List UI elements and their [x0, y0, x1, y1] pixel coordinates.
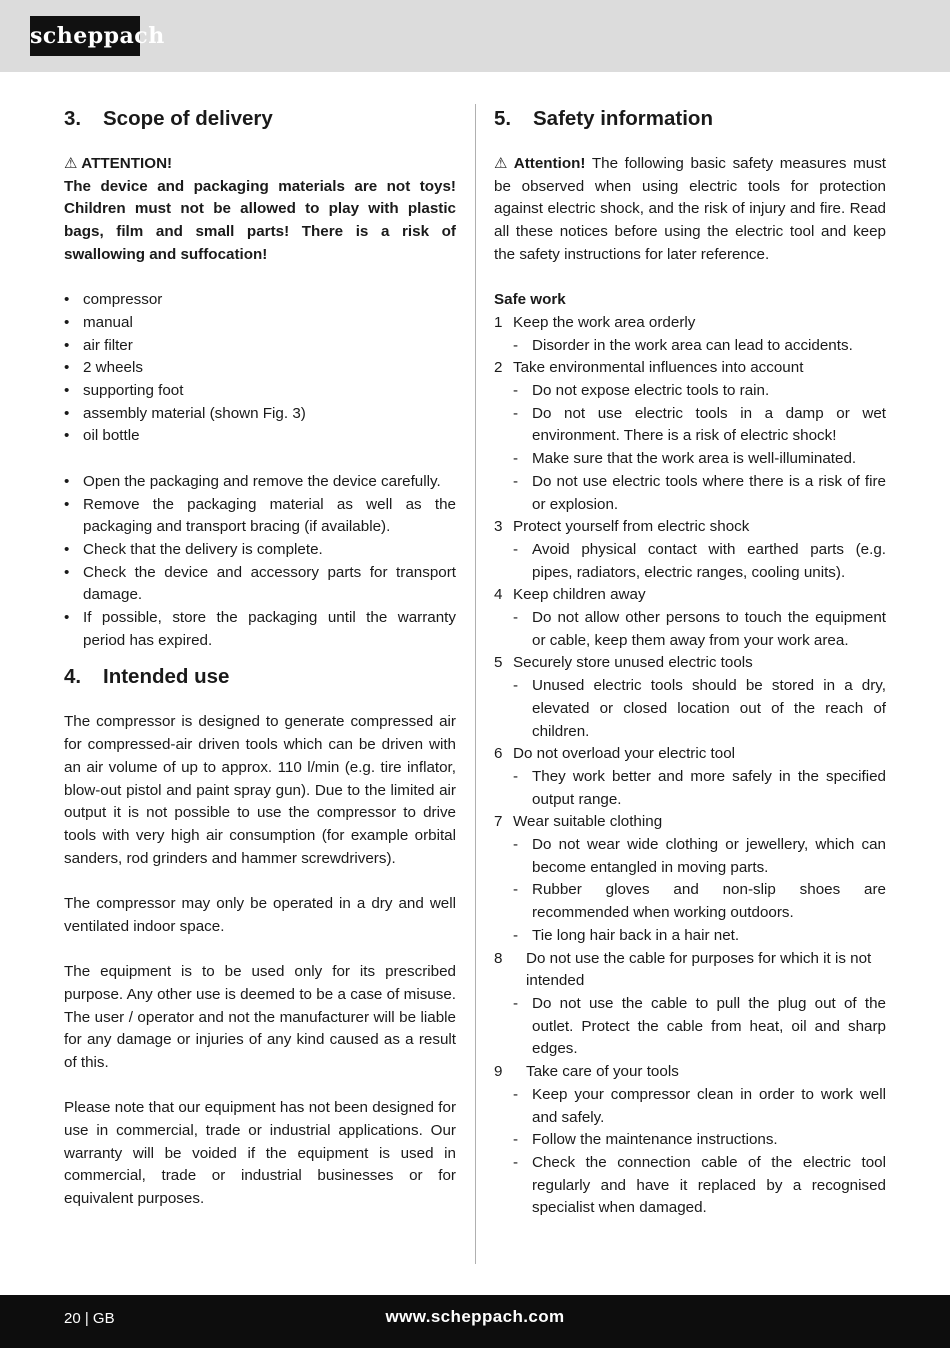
rule-title: Take care of your tools — [526, 1063, 679, 1081]
rule-detail: - Rubber gloves and non-slip shoes are recommended when working outdoors. — [513, 881, 886, 922]
rule-number: 2 — [494, 359, 503, 377]
section-heading-safety-information — [494, 104, 886, 134]
rule-detail: - Do not use electric tools in a damp or wet environment. There is a risk of electric shock! — [513, 404, 886, 445]
rule-title: Wear suitable clothing — [513, 813, 663, 831]
rule-detail: - Follow the maintenance instructions. — [513, 1131, 778, 1149]
rule-title: Protect yourself from electric shock — [513, 518, 750, 536]
safety-rule — [494, 811, 886, 834]
section-heading-intended-use — [64, 662, 456, 692]
rule-title: Do not overload your electric tool — [513, 745, 736, 763]
rule-detail-text: Do not allow other persons to touch the equipment or cable, keep them away from your work area. — [532, 609, 886, 649]
safety-rule — [494, 743, 886, 766]
rule-detail: - Do not wear wide clothing or jewellery, which can become entangled in moving parts. — [513, 836, 886, 876]
rule-detail: - Disorder in the work area can lead to accidents. — [513, 336, 853, 354]
page-footer — [0, 1295, 950, 1348]
rule-title: Keep children away — [513, 586, 646, 604]
attention-text: The following basic safety measures must be observed when using electric tools for protection against electric shock, and the risk of injury and fire. Read all these notices before using the electric tool and keep the safety instructions for later reference. — [494, 155, 887, 263]
section-title: Safety information — [533, 107, 713, 130]
rule-detail-text: Rubber gloves and non-slip shoes are recommended when working outdoors. — [532, 881, 886, 922]
list-item: • compressor — [64, 289, 456, 312]
list-item: • air filter — [64, 335, 456, 358]
rule-detail-text: Tie long hair back in a hair net. — [532, 926, 740, 944]
brand-logo: scheppach — [30, 16, 140, 56]
rule-title: Take environmental influences into account — [513, 359, 804, 377]
rule-detail-text: Avoid physical contact with earthed parts (e.g. pipes, radiators, electric ranges, cooling units). — [532, 540, 886, 581]
rule-detail: - Do not use electric tools where there is a risk of fire or explosion. — [513, 472, 886, 513]
rule-number: 9 — [494, 1063, 503, 1081]
rule-detail: - Avoid physical contact with earthed parts (e.g. pipes, radiators, electric ranges, cooling units). — [513, 540, 886, 581]
rule-detail-text: Do not wear wide clothing or jewellery, which can become entangled in moving parts. — [532, 836, 886, 876]
rule-title: Securely store unused electric tools — [513, 654, 753, 672]
delivery-items-list — [64, 289, 456, 448]
safety-rule — [494, 357, 886, 380]
rule-number: 1 — [494, 313, 503, 331]
list-item: • supporting foot — [64, 380, 456, 403]
rule-detail-text: Disorder in the work area can lead to accidents. — [532, 336, 853, 354]
paragraph: The compressor is designed to generate compressed air for compressed-air driven tools which can be driven with an air volume of up to approx. 110 l/min (e.g. tire inflator, blow-out pistol and paint spray gun). Due to the limited air output it is not possible to use the compressor to drive tools with very high air consumption (for example orbital sanders, rod grinders and hammer screwdrivers). — [64, 713, 456, 867]
rule-title: Do not use the cable for purposes for which it is not intended — [526, 949, 872, 990]
section-heading-scope-of-delivery — [64, 104, 456, 134]
rule-detail-text: Make sure that the work area is well-illuminated. — [532, 450, 857, 468]
rule-detail-text: Do not use electric tools in a damp or wet environment. There is a risk of electric shock! — [532, 404, 886, 445]
section-number: 5. — [494, 107, 512, 130]
list-item: • assembly material (shown Fig. 3) — [64, 403, 456, 426]
section-number: 3. — [64, 107, 82, 130]
rule-number: 8 — [494, 949, 503, 967]
page-number: 20 | GB — [64, 1310, 115, 1327]
rule-detail: - Tie long hair back in a hair net. — [513, 926, 740, 944]
list-item: • Check the device and accessory parts for transport damage. — [64, 562, 456, 607]
section-title: Intended use — [103, 665, 230, 689]
rule-number: 6 — [494, 745, 503, 763]
section-title: Scope of delivery — [103, 107, 273, 130]
rule-detail: - Check the connection cable of the electric tool regularly and have it replaced by a recognised specialist when damaged. — [513, 1153, 886, 1217]
attention-text: The device and packaging materials are not toys! Children must not be allowed to play with plastic bags, film and small parts! There is a risk of swallowing and suffocation! — [64, 177, 456, 263]
attention-label: ATTENTION! — [81, 155, 173, 172]
section-number: 4. — [64, 665, 82, 689]
rule-detail-text: Unused electric tools should be stored in a dry, elevated or closed location out of the reach of children. — [532, 677, 886, 740]
left-column — [64, 104, 456, 1211]
rule-number: 7 — [494, 813, 503, 831]
list-item: • 2 wheels — [64, 357, 456, 380]
safety-rule — [494, 1061, 886, 1084]
rule-detail: - They work better and more safely in the specified output range. — [513, 767, 886, 808]
warning-icon: ⚠ — [64, 155, 78, 172]
right-column — [494, 104, 886, 1220]
list-item: • Remove the packaging material as well as the packaging and transport bracing (if available). — [64, 494, 456, 539]
rule-detail: - Do not expose electric tools to rain. — [513, 382, 770, 400]
safety-rule — [494, 652, 886, 675]
rule-detail-text: Keep your compressor clean in order to work well and safely. — [532, 1085, 886, 1126]
rule-detail: - Do not use the cable to pull the plug out of the outlet. Protect the cable from heat, oil and sharp edges. — [513, 995, 886, 1058]
rule-detail-text: Check the connection cable of the electric tool regularly and have it replaced by a recognised specialist when damaged. — [532, 1153, 886, 1217]
safety-rule — [494, 516, 886, 539]
rule-detail: - Unused electric tools should be stored in a dry, elevated or closed location out of the reach of children. — [513, 677, 886, 740]
list-item: • If possible, store the packaging until the warranty period has expired. — [64, 607, 456, 652]
attention-notice — [64, 153, 456, 176]
rule-detail: - Make sure that the work area is well-illuminated. — [513, 450, 857, 468]
rule-number: 5 — [494, 654, 503, 672]
rule-number: 4 — [494, 586, 503, 604]
rule-detail-text: Do not use electric tools where there is a risk of fire or explosion. — [532, 472, 886, 513]
rule-detail: - Do not allow other persons to touch the equipment or cable, keep them away from your work area. — [513, 609, 886, 649]
warning-icon: ⚠ — [494, 155, 508, 172]
paragraph: The equipment is to be used only for its prescribed purpose. Any other use is deemed to be a case of misuse. The user / operator and not the manufacturer will be liable for any damage or injuries of any kind caused as a result of this. — [64, 963, 456, 1071]
rule-detail-text: They work better and more safely in the specified output range. — [532, 767, 886, 808]
safe-work-heading: Safe work — [494, 291, 566, 309]
list-item: • Open the packaging and remove the device carefully. — [64, 471, 456, 494]
unpacking-steps-list — [64, 471, 456, 653]
attention-label: Attention! — [513, 155, 586, 172]
rule-detail-text: Follow the maintenance instructions. — [532, 1131, 778, 1149]
page-header — [0, 0, 950, 72]
rule-detail-text: Do not expose electric tools to rain. — [532, 382, 770, 400]
rule-number: 3 — [494, 518, 503, 536]
safety-rule — [494, 948, 886, 993]
list-item: • Check that the delivery is complete. — [64, 539, 456, 562]
rule-title: Keep the work area orderly — [513, 313, 696, 331]
safety-attention-paragraph — [494, 153, 886, 267]
safety-rule — [494, 584, 886, 607]
paragraph: Please note that our equipment has not been designed for use in commercial, trade or industrial applications. Our warranty will be voided if the equipment is used in commercial, trade or industrial businesses or for equivalent purposes. — [64, 1099, 456, 1208]
rule-detail: - Keep your compressor clean in order to work well and safely. — [513, 1085, 886, 1126]
intended-use-text — [64, 711, 456, 1210]
paragraph: The compressor may only be operated in a dry and well ventilated indoor space. — [64, 895, 456, 935]
safety-rule — [494, 312, 886, 335]
list-item: • manual — [64, 312, 456, 335]
rule-detail-text: Do not use the cable to pull the plug out of the outlet. Protect the cable from heat, oil and sharp edges. — [532, 995, 886, 1058]
column-divider — [475, 104, 476, 1264]
list-item: • oil bottle — [64, 425, 456, 448]
safety-rules-list — [494, 312, 886, 1220]
website-url: www.scheppach.com — [385, 1307, 565, 1326]
